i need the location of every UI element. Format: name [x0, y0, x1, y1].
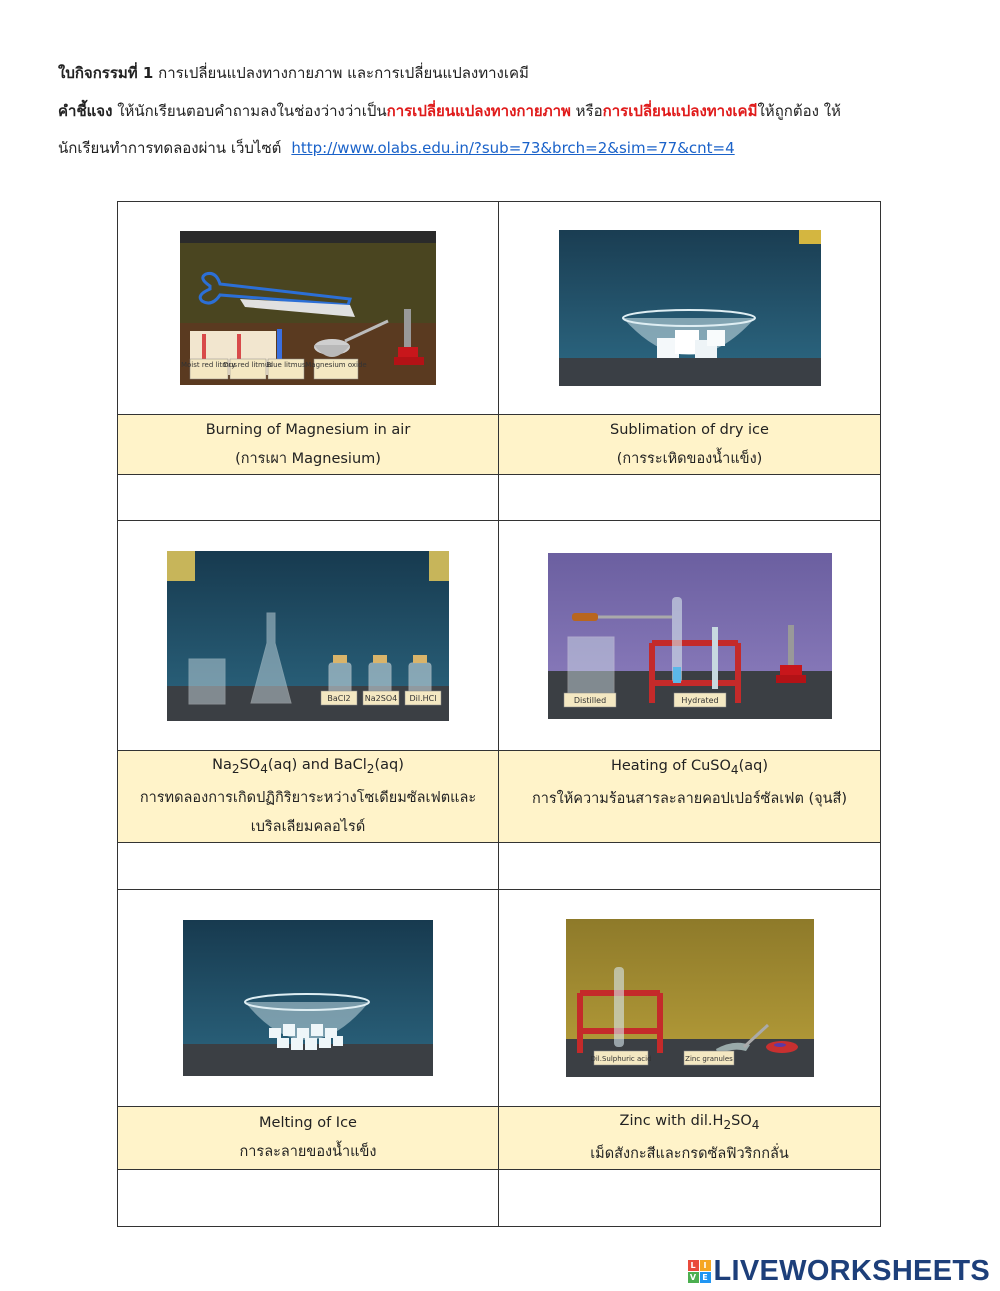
title-part: Heating of CuSO [610, 758, 731, 774]
logo-block: E [700, 1272, 711, 1283]
title-part: SO [731, 1112, 752, 1129]
ice-image-cell [118, 889, 499, 1106]
label-dry-red-litmus: Dry red litmus [223, 361, 273, 369]
cuso4-heating-experiment-image [548, 553, 832, 719]
card-title [118, 751, 498, 784]
card-subtitle: เม็ดสังกะสีและกรดซัลฟิวริกกลั่น [590, 1145, 789, 1162]
card-title: Melting of Ice [259, 1114, 357, 1131]
answer-box-cuso4[interactable] [499, 842, 881, 889]
chemical-change-highlight: การเปลี่ยนแปลงทางเคมี [602, 102, 758, 120]
liveworksheets-logo [688, 1255, 991, 1288]
physical-change-highlight: การเปลี่ยนแปลงทางกายภาพ [386, 102, 571, 120]
title-subscript: 4 [730, 762, 739, 777]
answer-box-ice[interactable] [118, 1169, 499, 1226]
zinc-sulphuric-experiment-image [566, 919, 814, 1077]
activity-table [117, 201, 881, 1227]
card-subtitle: การทดลองการเกิดปฏิกิริยาระหว่างโซเดียมซัลเฟตและ [139, 789, 477, 806]
label-distilled: Distilled [573, 695, 606, 705]
caption-na2so4 [118, 751, 499, 843]
label-hydrated: Hydrated [680, 695, 719, 705]
card-title [499, 752, 880, 785]
title-part: (aq) and BaCl [267, 757, 367, 773]
title-part: (aq) [738, 758, 769, 774]
label-magnesium-oxide: Magnesium oxide [305, 361, 367, 369]
label-dil-sulphuric-acid: Dil.Sulphuric acid [589, 1054, 652, 1063]
caption-magnesium [118, 415, 499, 475]
answer-box-magnesium[interactable] [118, 475, 499, 521]
caption-cuso4 [499, 751, 881, 843]
title-part: Na [212, 757, 232, 773]
cuso4-image-cell [499, 521, 881, 751]
title-subscript: 2 [231, 761, 240, 776]
logo-blocks-icon [688, 1260, 711, 1283]
card-subtitle: เบริลเลียมคลอไรด์ [250, 818, 366, 835]
zinc-image-cell [499, 889, 881, 1106]
na2so4-image-cell [118, 521, 499, 751]
website-label: นักเรียนทำการทดลองผ่าน เว็บไซต์ [58, 139, 282, 157]
olabs-link[interactable]: http://www.olabs.edu.in/?sub=73&brch=2&sim=77&cnt=4 [291, 139, 735, 157]
title-subscript: 4 [751, 1117, 760, 1132]
na2so4-bacl2-experiment-image [167, 551, 449, 721]
card-title: Sublimation of dry ice [610, 421, 769, 438]
card-subtitle: (การระเหิดของน้ำแข็ง) [616, 450, 763, 467]
card-subtitle: การให้ความร้อนสารละลายคอปเปอร์ซัลเฟต (จุนสี) [531, 790, 848, 807]
instructions-line [58, 100, 841, 122]
label-na2so4: Na2SO4 [364, 693, 398, 703]
instructions-text-b: หรือ [570, 102, 603, 120]
label-zinc-granules: Zinc granules [684, 1054, 733, 1063]
worksheet-title [58, 62, 529, 84]
dry-ice-image-cell [499, 202, 881, 415]
answer-box-zinc[interactable] [499, 1169, 881, 1226]
magnesium-image-cell [118, 202, 499, 415]
logo-block: L [688, 1260, 699, 1271]
logo-block: I [700, 1260, 711, 1271]
title-part: Zinc with dil.H [619, 1112, 724, 1129]
card-subtitle: (การเผา Magnesium) [235, 450, 381, 467]
title-part: (aq) [374, 757, 404, 773]
title-subscript: 2 [366, 761, 375, 776]
instructions-label: คำชี้แจง [58, 102, 113, 120]
logo-text: LIVEWORKSHEETS [713, 1255, 990, 1287]
magnesium-experiment-image [180, 231, 436, 385]
title-subscript: 4 [260, 761, 268, 776]
label-blue-litmus: Blue litmus [266, 361, 306, 369]
card-subtitle: การละลายของน้ำแข็ง [239, 1143, 377, 1160]
answer-box-na2so4[interactable] [118, 842, 499, 889]
title-bold: ใบกิจกรรมที่ 1 [58, 64, 154, 82]
melting-ice-experiment-image [183, 920, 433, 1076]
label-bacl2: BaCl2 [327, 693, 351, 703]
title-part: SO [239, 757, 261, 773]
instructions-text-a: ให้นักเรียนตอบคำถามลงในช่องว่างว่าเป็น [112, 102, 387, 120]
title-subscript: 2 [723, 1117, 732, 1132]
answer-box-dry-ice[interactable] [499, 475, 881, 521]
title-rest: การเปลี่ยนแปลงทางกายภาพ และการเปลี่ยนแปลงทางเคมี [153, 64, 529, 82]
logo-block: V [688, 1272, 699, 1283]
label-moist-red-litmus: Moist red litmus [180, 361, 238, 369]
label-dil-hcl: Dil.HCl [409, 693, 437, 703]
caption-zinc [499, 1106, 881, 1169]
website-line [58, 137, 735, 159]
dry-ice-experiment-image [559, 230, 821, 386]
caption-dry-ice [499, 415, 881, 475]
instructions-text-c: ให้ถูกต้อง ให้ [757, 102, 841, 120]
caption-ice [118, 1106, 499, 1169]
card-title: Burning of Magnesium in air [205, 421, 411, 438]
card-title [499, 1107, 880, 1140]
